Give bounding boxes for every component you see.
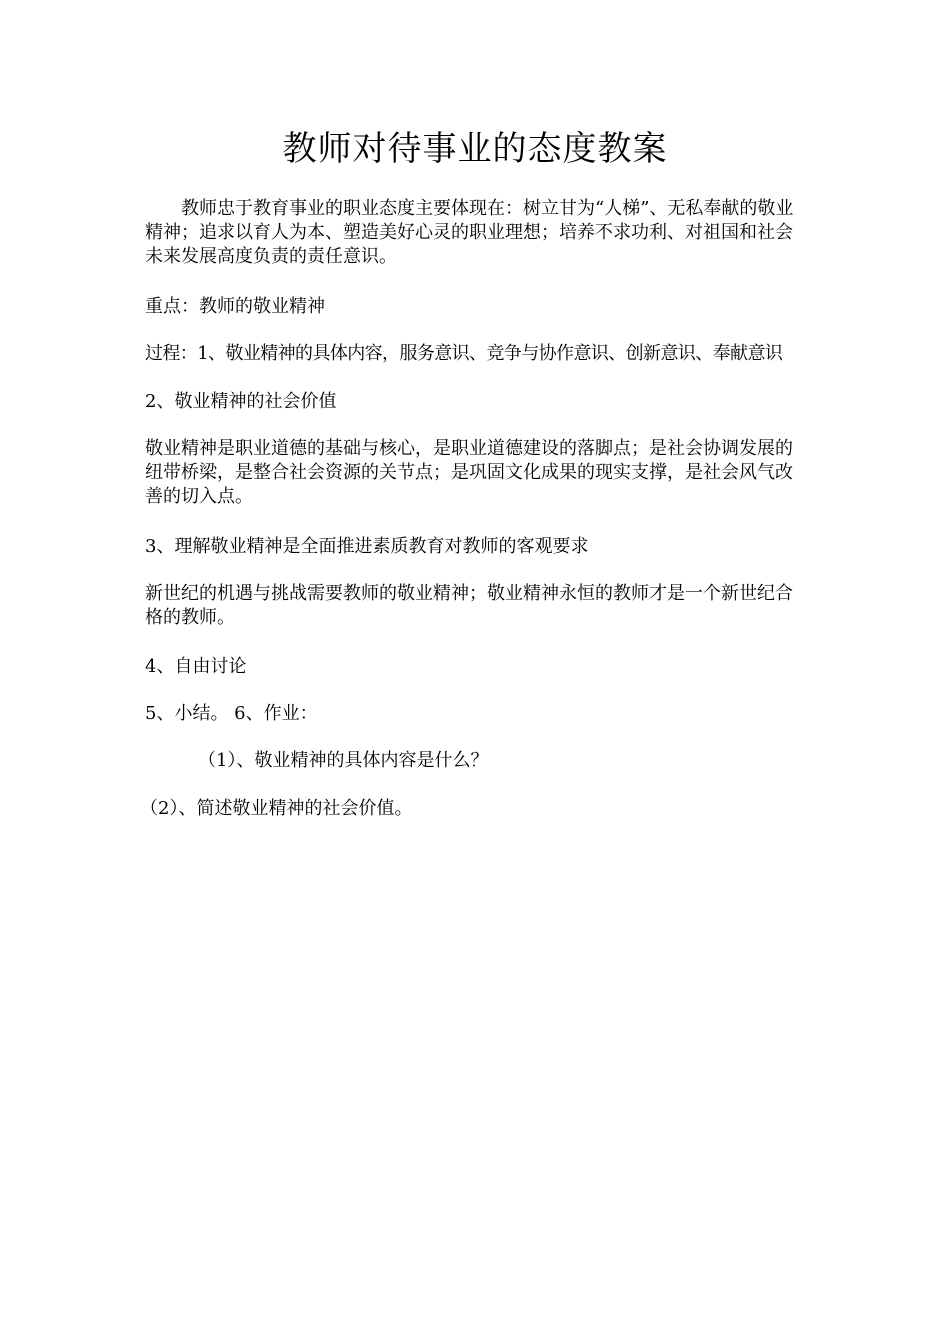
process-line: 过程：1、敬业精神的具体内容，服务意识、竞争与协作意识、创新意识、奉献意识 [145,343,783,364]
item3-heading: 3、理解敬业精神是全面推进素质教育对教师的客观要求 [145,536,589,557]
item2-heading: 2、敬业精神的社会价值 [145,391,337,412]
item2-body: 敬业精神是职业道德的基础与核心，是职业道德建设的落脚点；是社会协调发展的纽带桥梁，是整合社会资源的关节点；是巩固文化成果的现实支撑，是社会风气改善的切入点。 [145,438,793,507]
homework-item-1: （1）、敬业精神的具体内容是什么？ [198,750,489,771]
homework-item-2: （2）、简述敬业精神的社会价值。 [140,798,413,819]
item5-6-line: 5、小结。 6、作业： [145,703,318,724]
item4-line: 4、自由讨论 [145,656,247,677]
document-title: 教师对待事业的态度教案 [282,129,668,169]
intro-paragraph: 教师忠于教育事业的职业态度主要体现在：树立甘为“人梯”、无私奉献的敬业精神；追求以育人为本、塑造美好心灵的职业理想；培养不求功利、对祖国和社会未来发展高度负责的责任意识。 [145,198,794,267]
item3-body: 新世纪的机遇与挑战需要教师的敬业精神；敬业精神永恒的教师才是一个新世纪合格的教师。 [145,583,793,628]
key-point-line: 重点：教师的敬业精神 [145,296,325,317]
